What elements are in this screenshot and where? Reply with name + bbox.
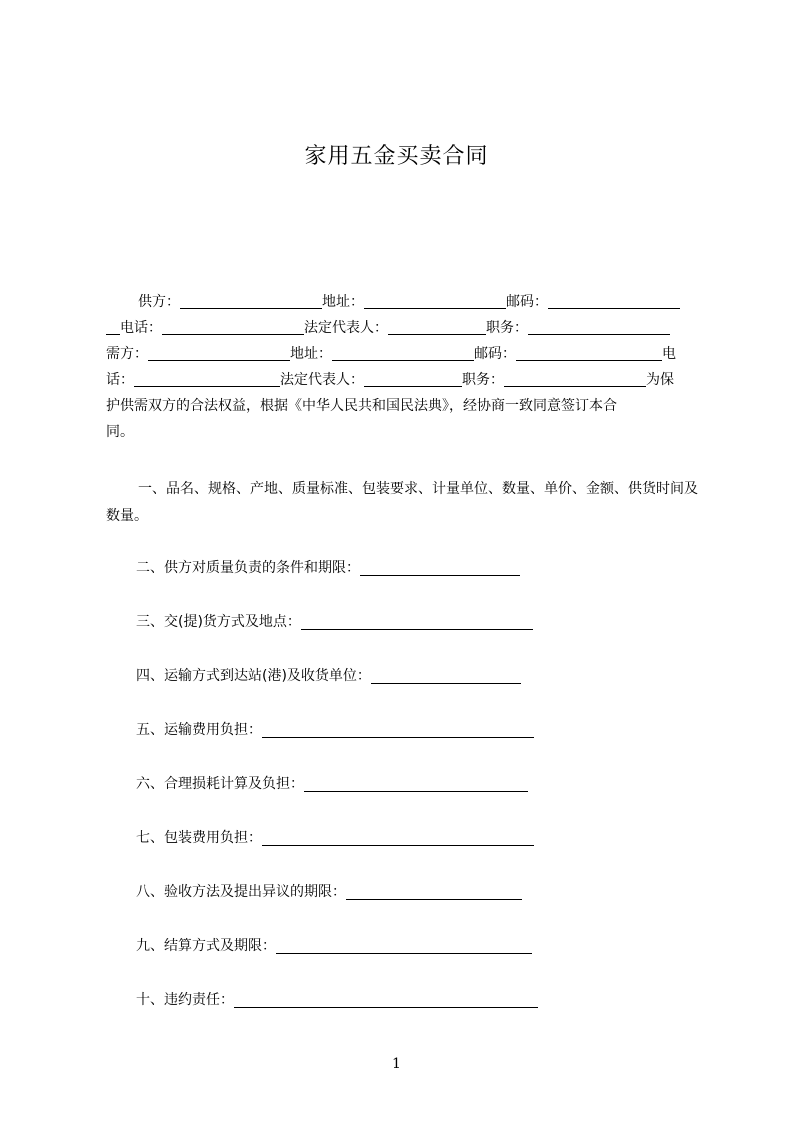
clause-4 (136, 665, 521, 687)
supplier-phone-label: 电话： (120, 320, 162, 336)
buyer-phone-blank (134, 372, 280, 387)
clause-5-label: 五、运输费用负担： (136, 722, 262, 738)
clause-5-blank (262, 723, 534, 738)
clause-2-blank (360, 561, 520, 576)
clause-4-label: 四、运输方式到达站(港)及收货单位： (136, 668, 371, 684)
supplier-phone-blank (162, 320, 304, 335)
parties-section (106, 289, 702, 445)
clause-9-label: 九、结算方式及期限： (136, 938, 276, 954)
clause-10 (136, 989, 538, 1011)
supplier-address-label: 地址： (322, 294, 364, 310)
clause-6-label: 六、合理损耗计算及负担： (136, 776, 304, 792)
purpose-tail: 为保 (646, 372, 674, 388)
buyer-legal-rep-blank (364, 372, 462, 387)
clause-7-label: 七、包装费用负担： (136, 830, 262, 846)
buyer-phone-label-part2: 话： (106, 372, 134, 388)
supplier-legal-rep-blank (388, 320, 486, 335)
buyer-address-blank (332, 346, 474, 361)
clause-5 (136, 719, 534, 741)
party-line-1 (106, 289, 702, 315)
supplier-position-blank (528, 320, 670, 335)
clause-10-label: 十、违约责任： (136, 992, 234, 1008)
party-line-5 (106, 393, 702, 419)
supplier-address-blank (364, 294, 506, 309)
supplier-name-blank (180, 294, 322, 309)
buyer-phone-label-part1: 电 (662, 346, 676, 362)
buyer-address-label: 地址： (290, 346, 332, 362)
purpose-text-2: 同。 (106, 424, 134, 440)
party-line-3 (106, 341, 702, 367)
purpose-text-1: 护供需双方的合法权益，根据《中华人民共和国民法典》，经协商一致同意签订本合 (106, 398, 617, 414)
contract-title: 家用五金买卖合同 (304, 144, 489, 169)
clause-10-blank (234, 993, 538, 1008)
supplier-postcode-blank (548, 294, 680, 309)
buyer-label: 需方： (106, 346, 148, 362)
clause-7 (136, 827, 534, 849)
supplier-legal-rep-label: 法定代表人： (304, 320, 388, 336)
clause-9-blank (276, 939, 532, 954)
clause-4-blank (371, 669, 521, 684)
clause-8 (136, 881, 522, 903)
clause-9 (136, 935, 532, 957)
supplier-label: 供方： (138, 294, 180, 310)
party-line-6 (106, 419, 702, 445)
page-number: 1 (392, 1056, 401, 1072)
party-line-2 (106, 315, 702, 341)
clause-6-blank (304, 777, 528, 792)
clause-2-label: 二、供方对质量负责的条件和期限： (136, 560, 360, 576)
buyer-position-blank (504, 372, 646, 387)
clause-3-blank (301, 615, 533, 630)
buyer-postcode-label: 邮码： (474, 346, 516, 362)
clause-3 (136, 611, 533, 633)
buyer-legal-rep-label: 法定代表人： (280, 372, 364, 388)
clause-3-label: 三、交(提)货方式及地点： (136, 614, 301, 630)
line2-lead-blank (106, 320, 120, 335)
supplier-postcode-label: 邮码： (506, 294, 548, 310)
clause-2 (136, 557, 520, 579)
buyer-position-label: 职务： (462, 372, 504, 388)
clause-1: 一、品名、规格、产地、质量标准、包装要求、计量单位、数量、单价、金额、供货时间及数量。 (106, 481, 698, 524)
clause-6 (136, 773, 528, 795)
buyer-postcode-blank (516, 346, 662, 361)
buyer-name-blank (148, 346, 290, 361)
clause-7-blank (262, 831, 534, 846)
supplier-position-label: 职务： (486, 320, 528, 336)
clause-8-blank (346, 885, 522, 900)
clause-8-label: 八、验收方法及提出异议的期限： (136, 884, 346, 900)
party-line-4 (106, 367, 702, 393)
